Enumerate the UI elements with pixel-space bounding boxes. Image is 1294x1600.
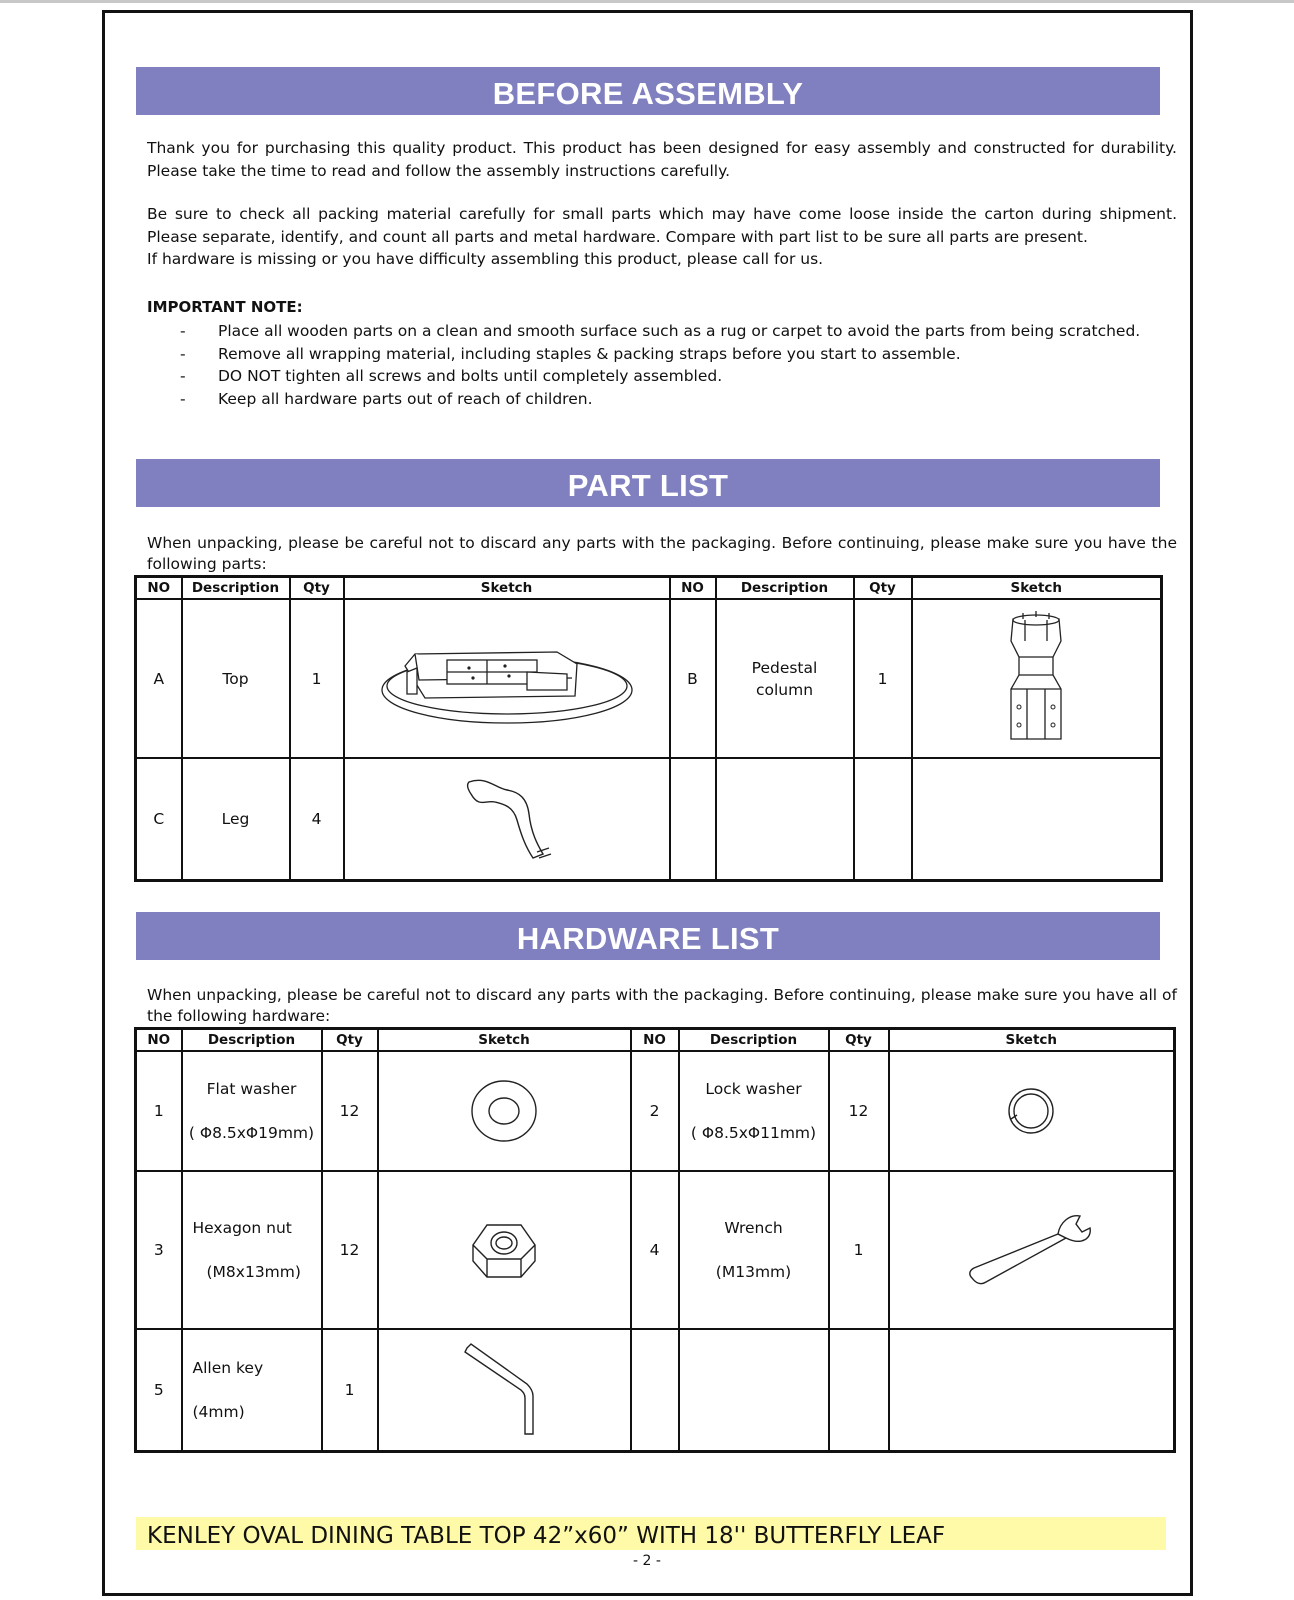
header-sketch: Sketch bbox=[344, 577, 670, 600]
part-sketch bbox=[344, 599, 670, 758]
hardware-list-banner: HARDWARE LIST bbox=[136, 912, 1160, 960]
empty-cell bbox=[631, 1329, 679, 1451]
part-description: Top bbox=[182, 599, 290, 758]
bullet-dash: - bbox=[180, 389, 186, 408]
description-line: Pedestal bbox=[751, 658, 818, 677]
hardware-no: 2 bbox=[631, 1051, 679, 1171]
header-sketch: Sketch bbox=[889, 1029, 1175, 1052]
header-no: NO bbox=[136, 1029, 182, 1052]
hardware-size: ( Φ8.5xΦ19mm) bbox=[188, 1124, 315, 1142]
hardware-sketch bbox=[378, 1171, 631, 1329]
hexagon-nut-icon bbox=[469, 1217, 539, 1283]
header-no: NO bbox=[136, 577, 182, 600]
header-qty: Qty bbox=[290, 577, 344, 600]
hardware-no: 3 bbox=[136, 1171, 182, 1329]
hardware-description bbox=[679, 1171, 829, 1329]
wrench-icon bbox=[966, 1210, 1096, 1290]
part-no: C bbox=[136, 758, 182, 880]
bullet-dash: - bbox=[180, 322, 186, 340]
empty-cell bbox=[912, 758, 1162, 880]
curved-leg-icon bbox=[457, 774, 557, 864]
part-no: A bbox=[136, 599, 182, 758]
table-row bbox=[136, 1329, 1175, 1451]
note-text: DO NOT tighten all screws and bolts until completely assembled. bbox=[218, 367, 723, 385]
hardware-sketch bbox=[378, 1329, 631, 1451]
hardware-qty: 12 bbox=[322, 1171, 378, 1329]
check-instructions bbox=[147, 203, 1177, 271]
hardware-list-intro bbox=[147, 985, 1177, 1027]
hardware-description bbox=[182, 1051, 322, 1171]
empty-cell bbox=[716, 758, 854, 880]
oval-table-top-icon bbox=[377, 624, 637, 734]
intro-paragraph: Thank you for purchasing this quality product. This product has been designed for easy assembly and constructed for durability. Please take the time to read and follow the assembly instructions carefully. bbox=[147, 139, 1177, 180]
bullet-dash: - bbox=[180, 367, 186, 385]
table-row bbox=[136, 1171, 1175, 1329]
header-sketch: Sketch bbox=[912, 577, 1162, 600]
header-description: Description bbox=[182, 1029, 322, 1052]
lock-washer-icon bbox=[1001, 1081, 1061, 1141]
note-item bbox=[180, 320, 1140, 343]
part-description: Leg bbox=[182, 758, 290, 880]
hardware-list-table bbox=[134, 1027, 1176, 1453]
support-paragraph: If hardware is missing or you have difficulty assembling this product, please call for us. bbox=[147, 250, 824, 268]
allen-key-icon bbox=[459, 1340, 549, 1440]
empty-cell bbox=[889, 1329, 1175, 1451]
empty-cell bbox=[829, 1329, 889, 1451]
hardware-size: (4mm) bbox=[192, 1402, 245, 1421]
flat-washer-icon bbox=[464, 1076, 544, 1146]
empty-cell bbox=[854, 758, 912, 880]
part-qty: 1 bbox=[290, 599, 344, 758]
part-qty: 4 bbox=[290, 758, 344, 880]
hardware-qty: 12 bbox=[829, 1051, 889, 1171]
part-sketch bbox=[912, 599, 1162, 758]
part-description bbox=[716, 599, 854, 758]
hardware-description bbox=[182, 1171, 322, 1329]
check-paragraph: Be sure to check all packing material carefully for small parts which may have come loose inside the carton during shipment. Please separate, identify, and count all parts and metal hardware. Compare with part list to be sure all parts are present. bbox=[147, 205, 1177, 246]
important-note-list bbox=[180, 320, 1140, 410]
table-row bbox=[136, 599, 1162, 758]
note-item bbox=[180, 343, 1140, 366]
part-no: B bbox=[670, 599, 716, 758]
hardware-sketch bbox=[889, 1171, 1175, 1329]
hardware-sketch bbox=[378, 1051, 631, 1171]
before-assembly-banner: BEFORE ASSEMBLY bbox=[136, 67, 1160, 115]
hardware-sketch bbox=[889, 1051, 1175, 1171]
hardware-name: Wrench bbox=[724, 1219, 783, 1237]
part-list-banner: PART LIST bbox=[136, 459, 1160, 507]
hardware-qty: 1 bbox=[322, 1329, 378, 1451]
hardware-qty: 12 bbox=[322, 1051, 378, 1171]
empty-cell bbox=[670, 758, 716, 880]
hardware-name: Hexagon nut bbox=[192, 1219, 292, 1237]
hardware-description bbox=[679, 1051, 829, 1171]
header-no: NO bbox=[631, 1029, 679, 1052]
hardware-description bbox=[182, 1329, 322, 1451]
part-qty: 1 bbox=[854, 599, 912, 758]
part-list-table bbox=[134, 575, 1163, 882]
hardware-no: 5 bbox=[136, 1329, 182, 1451]
header-no: NO bbox=[670, 577, 716, 600]
description-line: column bbox=[755, 680, 814, 699]
hardware-size: (M13mm) bbox=[715, 1263, 792, 1281]
note-item bbox=[180, 365, 1140, 388]
table-row bbox=[136, 758, 1162, 880]
header-description: Description bbox=[182, 577, 290, 600]
note-text: Place all wooden parts on a clean and smooth surface such as a rug or carpet to avoid the parts from being scratched. bbox=[218, 322, 1141, 340]
hardware-size: ( Φ8.5xΦ11mm) bbox=[690, 1124, 817, 1142]
bullet-dash: - bbox=[180, 344, 186, 363]
empty-cell bbox=[679, 1329, 829, 1451]
header-qty: Qty bbox=[829, 1029, 889, 1052]
header-description: Description bbox=[716, 577, 854, 600]
header-qty: Qty bbox=[322, 1029, 378, 1052]
hardware-size: (M8x13mm) bbox=[206, 1263, 301, 1281]
note-text: Keep all hardware parts out of reach of children. bbox=[218, 389, 593, 408]
table-header-row bbox=[136, 1029, 1175, 1052]
hardware-name: Lock washer bbox=[705, 1080, 802, 1098]
before-assembly-intro bbox=[147, 137, 1177, 182]
header-qty: Qty bbox=[854, 577, 912, 600]
hardware-qty: 1 bbox=[829, 1171, 889, 1329]
pedestal-column-icon bbox=[1001, 609, 1071, 749]
product-title-footer: KENLEY OVAL DINING TABLE TOP 42”x60” WITH 18'' BUTTERFLY LEAF bbox=[136, 1517, 1166, 1550]
page-number: - 2 - bbox=[633, 1553, 661, 1569]
hardware-name: Allen key bbox=[192, 1358, 264, 1377]
important-note-title: IMPORTANT NOTE: bbox=[147, 298, 303, 316]
table-header-row bbox=[136, 577, 1162, 600]
page-top-edge bbox=[0, 0, 1294, 3]
note-item bbox=[180, 388, 1140, 411]
note-text: Remove all wrapping material, including staples & packing straps before you start to assemble. bbox=[218, 344, 961, 363]
table-row bbox=[136, 1051, 1175, 1171]
header-description: Description bbox=[679, 1029, 829, 1052]
hardware-no: 1 bbox=[136, 1051, 182, 1171]
hardware-name: Flat washer bbox=[206, 1080, 297, 1098]
hardware-no: 4 bbox=[631, 1171, 679, 1329]
header-sketch: Sketch bbox=[378, 1029, 631, 1052]
part-sketch bbox=[344, 758, 670, 880]
part-list-intro bbox=[147, 533, 1177, 575]
part-list-intro-text: When unpacking, please be careful not to discard any parts with the packaging. Before continuing, please make sure you have the following parts: bbox=[147, 534, 1177, 573]
hardware-list-intro-text: When unpacking, please be careful not to discard any parts with the packaging. Before continuing, please make sure you have all of the following hardware: bbox=[147, 986, 1177, 1025]
